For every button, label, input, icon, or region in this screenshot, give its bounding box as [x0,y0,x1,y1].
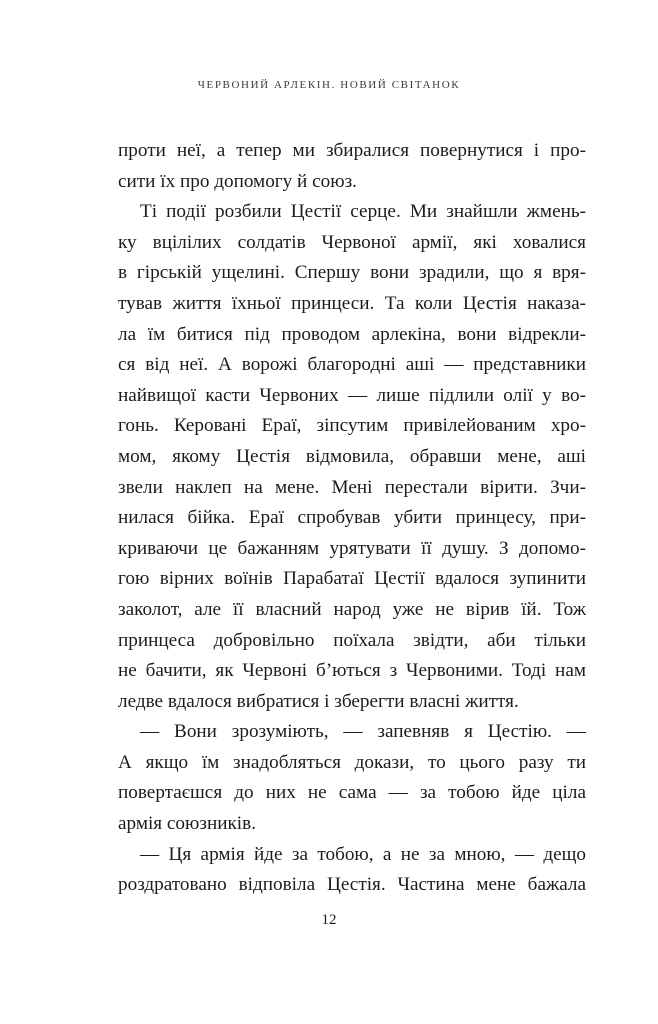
page-number: 12 [321,912,337,928]
text-line: мом, якому Цестія відмовила, обравши мене, аші [118,445,586,467]
text-line: сити їх про допомогу й союз. [118,170,357,192]
text-line: криваючи це бажанням урятувати її душу. З допомо- [118,537,586,559]
text-line: — Ця армія йде за тобою, а не за мною, — дещо [140,843,586,865]
text-line: ся від неї. А ворожі благородні аші — представники [118,354,586,376]
text-line: в гірській ущелині. Спершу вони зрадили, що я вря- [118,262,586,284]
text-line: ледве вдалося вибратися і зберегти власні життя. [118,690,519,712]
text-line: тував життя їхньої принцеси. Та коли Цестія наказа- [118,292,586,314]
text-line: повертаєшся до них не сама — за тобою йде ціла [118,782,586,804]
text-line: гою вірних воїнів Парабатаї Цестії вдалося зупинити [118,568,586,590]
text-line: проти неї, а тепер ми збиралися повернутися і про- [118,140,586,161]
text-line: заколот, але її власний народ уже не вірив їй. Тож [118,598,586,620]
running-header: ЧЕРВОНИЙ АРЛЕКІН. НОВИЙ СВІТАНОК [197,79,461,91]
text-line: ла їм битися під проводом арлекіна, вони відрекли- [118,323,586,345]
text-line: роздратовано відповіла Цестія. Частина мене бажала [118,874,586,896]
text-line: не бачити, як Червоні б’ються з Червоними. Тоді нам [118,660,586,682]
text-line: найвищої касти Червоних — лише підлили олії у во- [118,384,586,406]
text-line: Ті події розбили Цестії серце. Ми знайшли жмень- [140,201,586,223]
text-line: А якщо їм знадобляться докази, то цього разу ти [118,751,586,773]
text-line: нилася бійка. Ераї спробував убити принцесу, при- [118,507,586,529]
text-line: звели наклеп на мене. Мені перестали вірити. Зчи- [118,476,586,498]
text-line: — Вони зрозуміють, — запевняв я Цестію. — [140,721,586,743]
text-line: принцеса добровільно поїхала звідти, аби тільки [118,629,586,651]
text-line: гонь. Керовані Ераї, зіпсутим привілейованим хро- [118,415,586,437]
text-line: ку вцілілих солдатів Червоної армії, які ховалися [118,231,586,253]
text-line: армія союзників. [118,813,256,835]
page-body [118,136,586,901]
